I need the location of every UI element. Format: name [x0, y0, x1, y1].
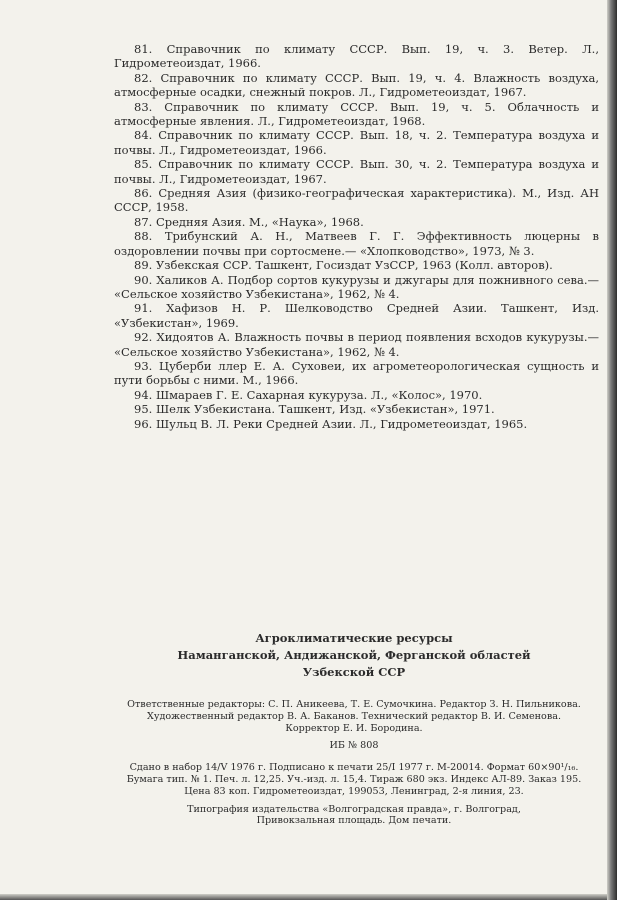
editors-line-2: Художественный редактор В. А. Баканов. Технический редактор В. И. Семенова.	[146, 710, 561, 722]
book-title-line-1: Агроклиматические ресурсы	[255, 631, 453, 645]
reference-item: 89. Узбекская ССР. Ташкент, Госиздат УзССР, 1963 (Колл. авторов).	[134, 258, 553, 273]
book-title-line-2: Наманганской, Андижанской, Ферганской областей	[177, 648, 531, 662]
editors-line-3: Корректор Е. И. Бородина.	[285, 722, 423, 734]
reference-item: 87. Средняя Азия. М., «Наука», 1968.	[134, 214, 364, 229]
ib-number: ИБ № 808	[329, 740, 379, 752]
reference-item: 96. Шульц В. Л. Реки Средней Азии. Л., Гидрометеоиздат, 1965.	[134, 416, 528, 431]
book-title-line-3: Узбекской ССР	[302, 665, 406, 679]
editors-line-1: Ответственные редакторы: С. П. Аникеева, Т. Е. Сумочкина. Редактор З. Н. Пильникова.	[127, 699, 581, 710]
reference-item: 92. Хидоятов А. Влажность почвы в период появления всходов кукурузы.— «Сельское хозяйство Узбекистана», 1962, № 4.	[114, 330, 599, 359]
reference-item: 83. Справочник по климату СССР. Вып. 19, ч. 5. Облачность и атмосферные явления. Л., Гидрометеоиздат, 1968.	[114, 99, 599, 129]
reference-item: 91. Хафизов Н. Р. Шелководство Средней Азии. Ташкент, Изд. «Узбекистан», 1969.	[114, 301, 599, 330]
colophon	[100, 630, 608, 827]
reference-item: 86. Средняя Азия (физико-географическая характеристика). М., Изд. АН СССР, 1958.	[114, 186, 599, 215]
reference-item: 90. Халиков А. Подбор сортов кукурузы и джугары для пожнивного сева.— «Сельское хозяйство Узбекистана», 1962, № 4.	[114, 272, 599, 301]
reference-list	[114, 42, 599, 431]
print-info-line-1: Сдано в набор 14/V 1976 г. Подписано к печати 25/I 1977 г. М-20014. Формат 60×90¹/₁₆.	[129, 762, 579, 774]
page-edge-shadow	[607, 0, 617, 900]
reference-item: 93. Цуберби ллер Е. А. Суховеи, их агрометеорологическая сущность и пути борьбы с ними. М., 1966.	[114, 358, 599, 388]
print-info-line-3: Цена 83 коп. Гидрометеоиздат, 199053, Ленинград, 2-я линия, 23.	[184, 785, 524, 797]
reference-item: 82. Справочник по климату СССР. Вып. 19, ч. 4. Влажность воздуха, атмосферные осадки, снежный покров. Л., Гидрометеоиздат, 1967.	[114, 70, 599, 100]
print-info-line-2: Бумага тип. № 1. Печ. л. 12,25. Уч.-изд. л. 15,4. Тираж 680 экз. Индекс АЛ-89. Заказ 195.	[126, 773, 582, 785]
reference-item: 95. Шелк Узбекистана. Ташкент, Изд. «Узбекистан», 1971.	[134, 402, 495, 417]
printing-house-line-2: Привокзальная площадь. Дом печати.	[256, 815, 452, 827]
printing-house-line-1: Типография издательства «Волгоградская правда», г. Волгоград,	[187, 803, 521, 815]
reference-item: 85. Справочник по климату СССР. Вып. 30, ч. 2. Температура воздуха и почвы. Л., Гидрометеоиздат, 1967.	[114, 157, 599, 186]
page-bottom-shadow	[0, 894, 607, 900]
reference-item: 84. Справочник по климату СССР. Вып. 18, ч. 2. Температура воздуха и почвы. Л., Гидрометеоиздат, 1966.	[114, 128, 599, 157]
reference-item: 81. Справочник по климату СССР. Вып. 19, ч. 3. Ветер. Л., Гидрометеоиздат, 1966.	[114, 42, 599, 71]
reference-item: 94. Шмараев Г. Е. Сахарная кукуруза. Л., «Колос», 1970.	[134, 387, 483, 402]
reference-item: 88. Трибунский А. Н., Матвеев Г. Г. Эффективность люцерны в оздоровлении почвы при сортосмене.— «Хлопководство», 1973, № 3.	[114, 229, 599, 258]
